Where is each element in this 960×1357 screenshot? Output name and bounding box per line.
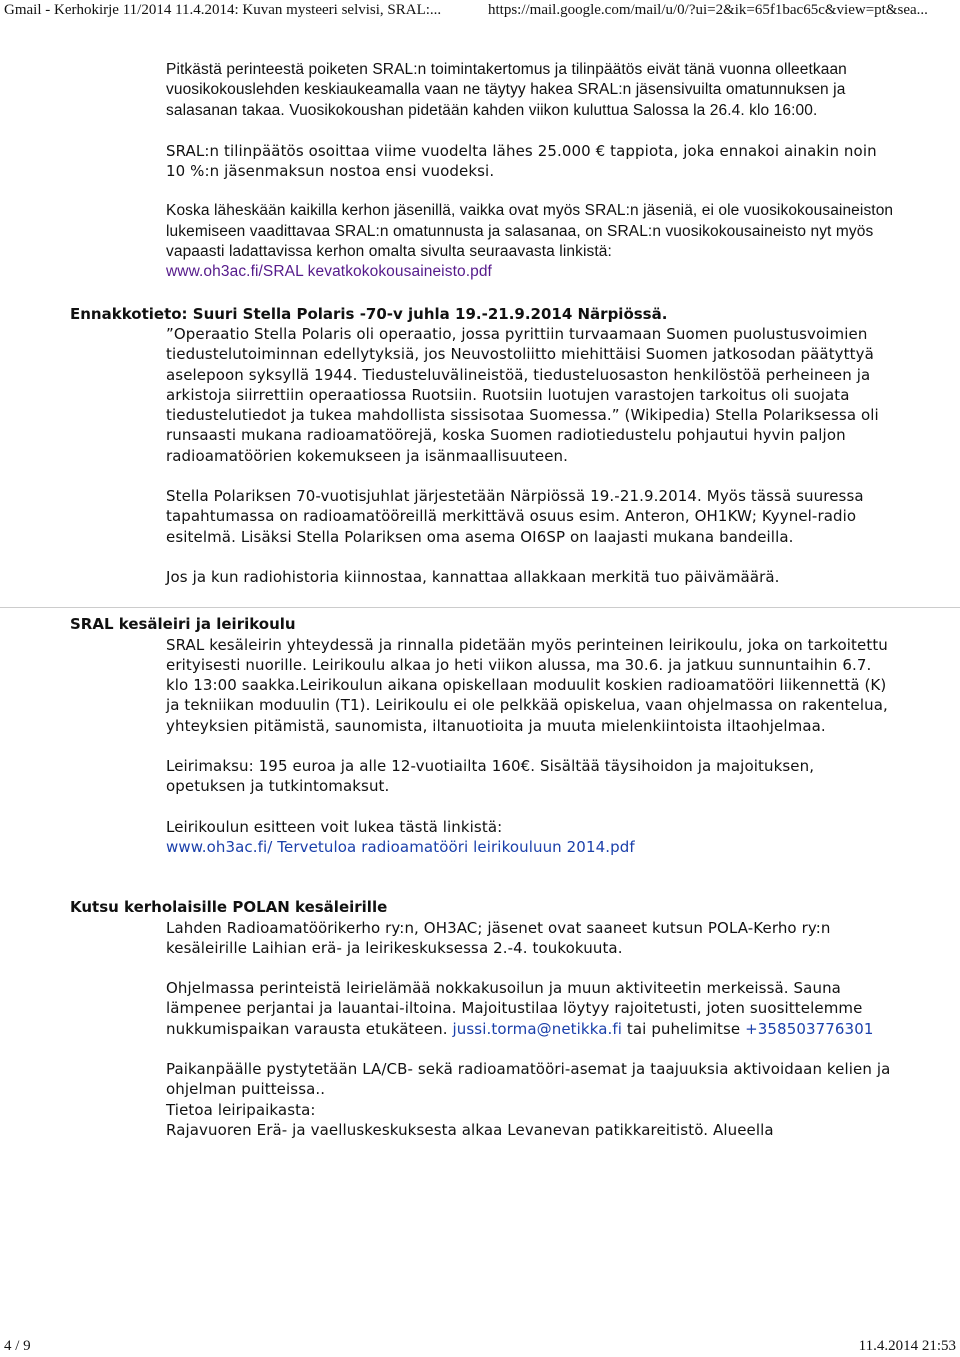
print-timestamp: 11.4.2014 21:53 bbox=[858, 1338, 956, 1354]
intro-paragraph-2: SRAL:n tilinpäätös osoittaa viime vuodelta lähes 25.000 € tappiota, joka ennakoi ainakin noin 10 %:n jäsenmaksun nostoa ensi vuodeksi. bbox=[166, 141, 877, 181]
polan-paragraph-2-text: Ohjelmassa perinteistä leirielämää nokkakusoilun ja muun aktiviteetin merkeissä. Sauna lämpenee perjantai ja lauantai-iltoina. Majoitustilaa löytyy rajoitetusti, joten suosittelemme nukkumispaikan varausta etukäteen. bbox=[166, 979, 863, 1038]
camp-heading: SRAL kesäleiri ja leirikoulu bbox=[70, 615, 296, 634]
page-url: https://mail.google.com/mail/u/0/?ui=2&ik=65f1bac65c&view=pt&sea... bbox=[488, 2, 928, 18]
stella-section bbox=[166, 324, 896, 587]
camp-paragraph-2: Leirimaksu: 195 euroa ja alle 12-vuotiailta 160€. Sisältää täysihoidon ja majoituksen, opetuksen ja tutkintomaksut. bbox=[166, 757, 815, 796]
polan-paragraph-1: Lahden Radioamatöörikerho ry:n, OH3AC; jäsenet ovat saaneet kutsun POLA-Kerho ry:n kesäleirille Laihian erä- ja leirikeskuksessa 2.-4. toukokuuta. bbox=[166, 918, 831, 957]
print-header bbox=[4, 0, 956, 20]
intro-paragraph-3 bbox=[166, 201, 896, 282]
camp-section bbox=[166, 635, 896, 858]
camp-brochure-link[interactable]: www.oh3ac.fi/ Tervetuloa radioamatööri leirikouluun 2014.pdf bbox=[166, 837, 635, 856]
intro-section bbox=[166, 60, 896, 283]
stella-heading: Ennakkotieto: Suuri Stella Polaris -70-v juhla 19.-21.9.2014 Närpiössä. bbox=[70, 304, 668, 323]
stella-paragraph-2: Stella Polariksen 70-vuotisjuhlat järjestetään Närpiössä 19.-21.9.2014. Myös tässä suuressa tapahtumassa on radioamatööreillä merkittävä osuus esim. Anteron, OH1KW; Kyynel-radio esitelmä. Lisäksi Stella Polariksen oma asema OI6SP on laajasti mukana bandeilla. bbox=[166, 487, 864, 546]
polan-paragraph-3 bbox=[166, 1059, 896, 1140]
sral-document-link[interactable]: www.oh3ac.fi/SRAL kevatkokokousaineisto.pdf bbox=[166, 263, 492, 281]
polan-paragraph-3-text: Paikanpäälle pystytetään LA/CB- sekä radioamatööri-asemat ja taajuuksia aktivoidaan kelien ja ohjelman puitteissa.. bbox=[166, 1059, 891, 1099]
camp-paragraph-1: SRAL kesäleirin yhteydessä ja rinnalla pidetään myös perinteinen leirikoulu, joka on tarkoitettu erityisesti nuorille. Leirikoulu alkaa jo heti viikon alussa, ma 30.6. ja jatkuu sunnuntaihin 6.7. klo 13:00 saakka.Leirikoulun aikana opiskellaan moduulit koskien radioamatööri liikennettä (K) ja tekniikan moduulin (T1). Leirikoulu ei ole pelkkää opiskelua, vaan ohjelmassa on rakentelua, yhteyksien pitämistä, saunomista, iltanuotioita ja muuta mielenkiintoista iltaohjelmaa. bbox=[166, 635, 888, 735]
camp-paragraph-3-text: Leirikoulun esitteen voit lukea tästä linkistä: bbox=[166, 817, 503, 836]
intro-paragraph-3-text: Koska läheskään kaikilla kerhon jäsenillä, vaikka ovat myös SRAL:n jäseniä, ei ole vuosikokousaineiston lukemiseen vaadittavaa SRAL:n omatunnusta ja salasanaa, on SRAL:n vuosikokousaineisto nyt myös vapaasti ladattavissa kerhon omalta sivulta seuraavasta linkistä: bbox=[166, 202, 894, 261]
polan-paragraph-2-tail: tai puhelimitse bbox=[626, 1019, 741, 1038]
page-number: 4 / 9 bbox=[4, 1338, 31, 1354]
polan-paragraph-5-text: Rajavuoren Erä- ja vaelluskeskuksesta alkaa Levanevan patikkareitistö. Alueella bbox=[166, 1120, 774, 1139]
polan-heading: Kutsu kerholaisille POLAN kesäleirille bbox=[70, 898, 388, 917]
intro-paragraph-1: Pitkästä perinteestä poiketen SRAL:n toimintakertomus ja tilinpäätös eivät tänä vuonna olleetkaan vuosikokouslehden keskiaukeamalla vaan ne täytyy hakea SRAL:n jäsensivuilta omatunnuksen ja salasanan takaa. Vuosikokoushan pidetään kahden viikon kuluttua Salossa la 26.4. klo 16:00. bbox=[166, 61, 847, 119]
email-link[interactable]: jussi.torma@netikka.fi bbox=[452, 1019, 623, 1038]
document-title: Gmail - Kerhokirje 11/2014 11.4.2014: Kuvan mysteeri selvisi, SRAL:... bbox=[4, 2, 442, 18]
stella-paragraph-1: ”Operaatio Stella Polaris oli operaatio, jossa pyrittiin turvaamaan Suomen puolustusvoimien tiedustelutoiminnan edellytyksiä, jos Neuvostoliitto miehittäisi Suomen jatkosodan päätyttyä aselepoon syksyllä 1944. Tiedusteluvälineistöä, tiedusteluosaston henkilöstöä perheineen ja arkistoja siirrettiin operaatiossa Ruotsiin. Ruotsiin luotujen varastojen tarkoitus oli suojata tiedustelutiedot ja tukea mahdollista sissisotaa Suomessa.” (Wikipedia) Stella Polariksessa oli runsaasti mukana radioamatöörejä, koska Suomen radiotiedustelu pohjautui hyvin paljon radioamatöörien kokemukseen ja isänmaallisuuteen. bbox=[166, 324, 879, 465]
phone-link[interactable]: +358503776301 bbox=[745, 1019, 874, 1038]
section-divider bbox=[0, 607, 960, 608]
print-footer bbox=[0, 1336, 960, 1356]
polan-paragraph-4-text: Tietoa leiripaikasta: bbox=[166, 1100, 316, 1119]
stella-paragraph-3: Jos ja kun radiohistoria kiinnostaa, kannattaa allakkaan merkitä tuo päivämäärä. bbox=[166, 567, 780, 586]
polan-paragraph-2 bbox=[166, 978, 896, 1039]
polan-section bbox=[166, 918, 896, 1141]
email-body bbox=[0, 60, 960, 1140]
camp-paragraph-3 bbox=[166, 817, 896, 858]
